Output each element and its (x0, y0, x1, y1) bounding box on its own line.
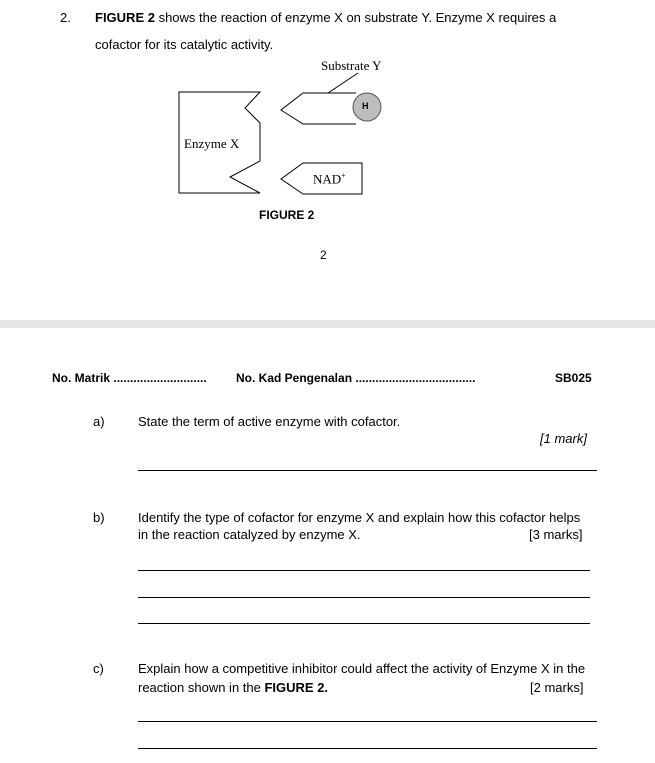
question-intro-line1 (95, 10, 556, 26)
part-b-marks: [3 marks] (529, 527, 583, 542)
part-c-letter: c) (93, 661, 104, 676)
part-b-question-line2: in the reaction catalyzed by enzyme X. (138, 527, 361, 542)
part-c-marks (530, 680, 583, 696)
enzyme-diagram (170, 55, 400, 200)
answer-line-c2[interactable] (138, 748, 597, 749)
part-c-text: reaction shown in the (138, 680, 265, 695)
answer-line-a1[interactable] (138, 470, 597, 471)
substrate-y-label: Substrate Y (321, 58, 382, 73)
nad-superscript: + (341, 171, 346, 180)
matrik-label: No. Matrik (52, 371, 111, 385)
intro-text: shows the reaction of enzyme X on substrate Y. Enzyme X requires a (154, 10, 557, 25)
answer-line-c1[interactable] (138, 721, 597, 722)
nad-label (313, 168, 346, 187)
h-label: H (362, 101, 369, 111)
answer-line-b1[interactable] (138, 570, 590, 571)
part-c-marks-text: [2 marks] (530, 680, 584, 695)
figure-caption: FIGURE 2 (259, 208, 315, 222)
answer-line-b2[interactable] (138, 597, 590, 598)
part-c-figure-ref: FIGURE 2. (264, 680, 329, 695)
part-b-letter: b) (93, 510, 105, 525)
kad-label: No. Kad Pengenalan (236, 371, 353, 385)
question-number: 2. (60, 10, 71, 25)
matrik-field (52, 371, 207, 386)
page-separator (0, 320, 655, 328)
question-intro-line2: cofactor for its catalytic activity. (95, 37, 274, 52)
substrate-y-shape (281, 93, 356, 124)
enzyme-x-label: Enzyme X (184, 136, 240, 151)
substrate-pointer-line (328, 73, 358, 93)
kad-field (236, 371, 475, 386)
nad-text: NAD (313, 171, 342, 187)
part-a-letter: a) (93, 414, 105, 429)
part-c-question-line2 (138, 680, 328, 696)
course-code: SB025 (555, 371, 592, 385)
matrik-dots: ............................ (113, 371, 207, 385)
part-c-question-line1: Explain how a competitive inhibitor could affect the activity of Enzyme X in the (138, 661, 586, 676)
answer-line-b3[interactable] (138, 623, 590, 624)
part-a-question: State the term of active enzyme with cofactor. (138, 414, 401, 429)
part-b-question-line1: Identify the type of cofactor for enzyme X and explain how this cofactor helps (138, 510, 581, 525)
page-number: 2 (320, 248, 327, 262)
figure-ref: FIGURE 2 (95, 10, 155, 25)
kad-dots: .................................... (355, 371, 476, 385)
part-a-marks: [1 mark] (540, 431, 587, 446)
